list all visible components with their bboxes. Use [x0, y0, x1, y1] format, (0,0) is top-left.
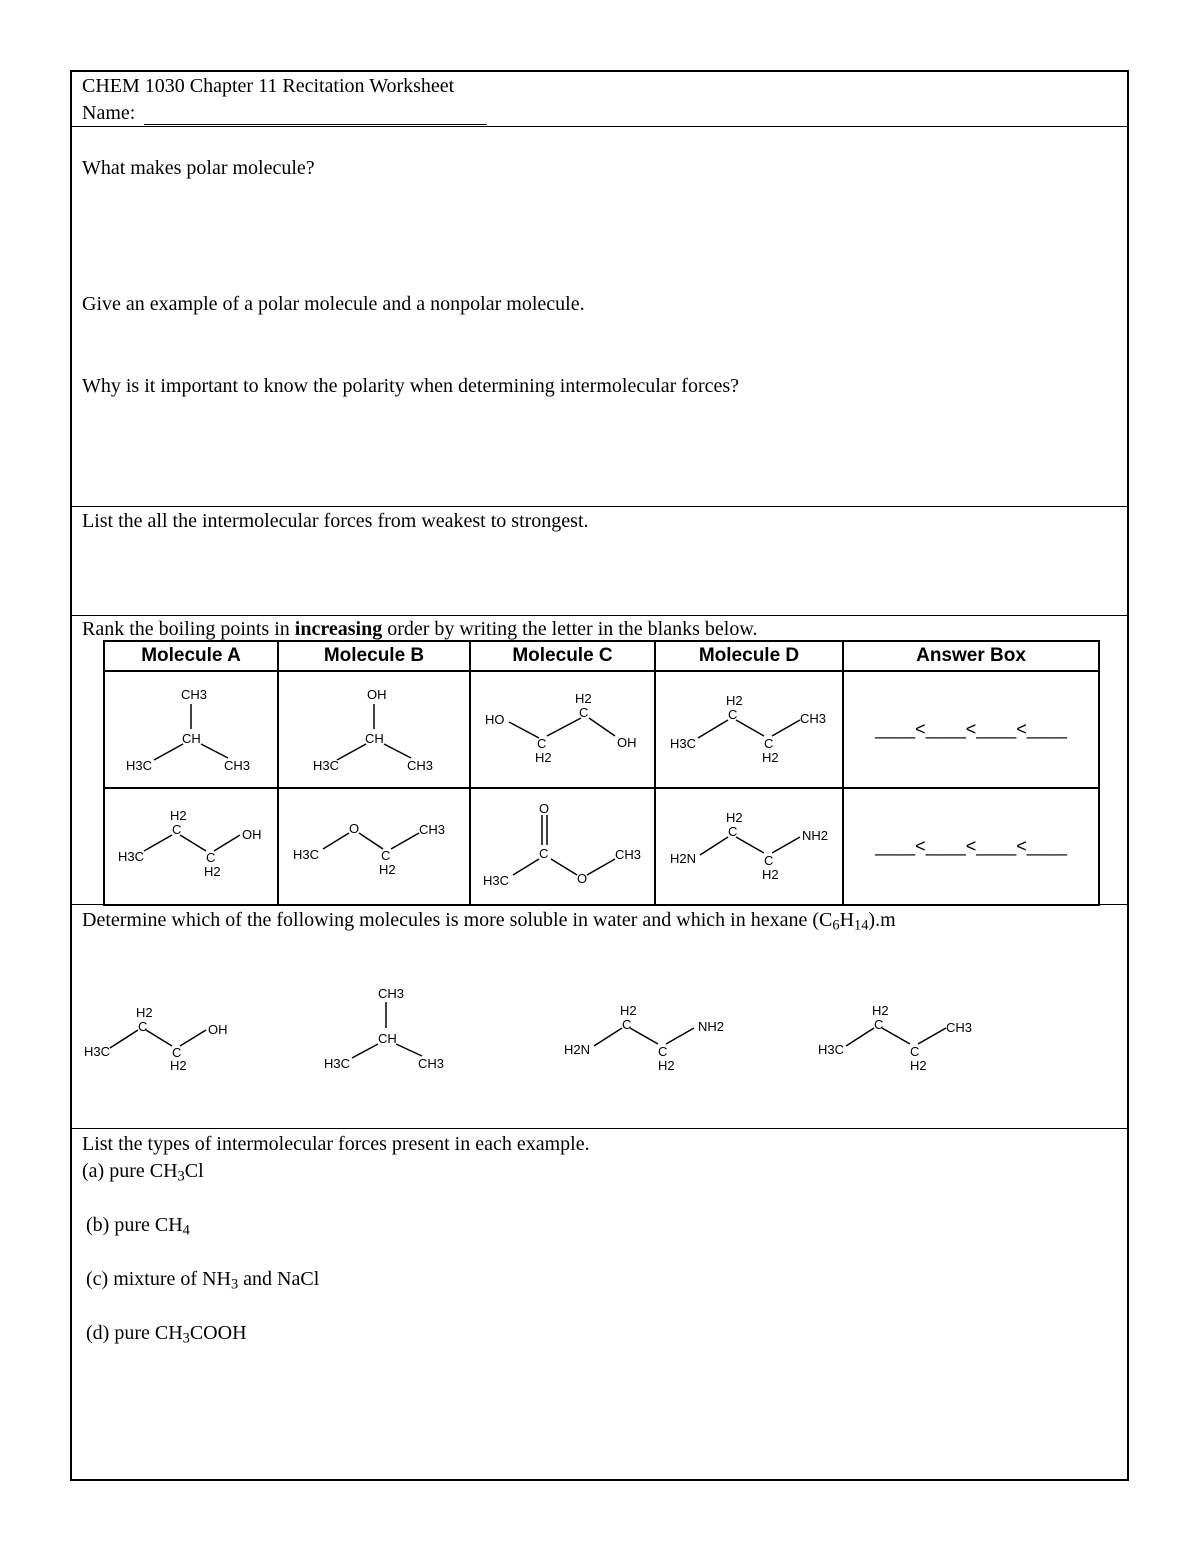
table-row: [104, 788, 1099, 905]
molecule-isopropanol: [278, 671, 470, 788]
isobutane-structure: [106, 672, 276, 782]
divider: [70, 1128, 1129, 1129]
atom-label: H3C: [118, 849, 145, 864]
atom-label: C: [764, 736, 774, 751]
divider: [70, 615, 1129, 616]
atom-label: H2: [170, 1058, 187, 1073]
atom-label: H3C: [818, 1042, 845, 1057]
question-polarity-importance: Why is it important to know the polarity when determining intermolecular forces?: [82, 375, 740, 397]
atom-label: H2: [726, 810, 743, 825]
question-solubility: [82, 908, 896, 932]
atom-label: H2: [575, 691, 592, 706]
header-molecule-c: Molecule C: [470, 641, 655, 671]
molecule-propanol: [104, 788, 278, 905]
example-c: [86, 1267, 319, 1291]
header-molecule-b: Molecule B: [278, 641, 470, 671]
subscript: 3: [182, 1330, 190, 1347]
atom-label: H3C: [313, 758, 340, 773]
question-text: Determine which of the following molecules is more soluble in water and which in hexane (C: [82, 909, 833, 931]
butane-structure: [656, 672, 842, 782]
example-text: COOH: [189, 1322, 247, 1344]
example-text: (c) mixture of NH: [86, 1268, 231, 1290]
atom-label: H3C: [670, 736, 697, 751]
name-field[interactable]: [144, 124, 487, 125]
subscript: 14: [854, 917, 869, 934]
atom-label: C: [874, 1017, 884, 1032]
subscript: 3: [177, 1168, 185, 1185]
atom-label: H2N: [670, 851, 697, 866]
atom-label: H3C: [324, 1056, 351, 1071]
solubility-structures: [72, 970, 1122, 1080]
atom-label: C: [537, 736, 547, 751]
atom-label: C: [764, 853, 774, 868]
atom-label: CH3: [378, 986, 405, 1001]
question-imf-examples: List the types of intermolecular forces present in each example.: [82, 1133, 590, 1155]
atom-label: OH: [208, 1022, 228, 1037]
atom-label: C: [579, 705, 589, 720]
atom-label: C: [658, 1044, 668, 1059]
atom-label: H2: [762, 750, 779, 765]
atom-label: NH2: [802, 828, 829, 843]
atom-label: CH: [182, 731, 201, 746]
atom-label: NH2: [698, 1019, 725, 1034]
atom-label: H3C: [293, 847, 320, 862]
question-text: ).m: [868, 909, 896, 931]
atom-label: H2: [535, 750, 552, 765]
atom-label: H3C: [126, 758, 153, 773]
subscript: 6: [832, 917, 840, 934]
divider: [70, 126, 1129, 127]
atom-label: CH3: [181, 687, 208, 702]
ethylene-glycol-structure: [471, 672, 654, 782]
worksheet-title: CHEM 1030 Chapter 11 Recitation Worksheet: [82, 75, 455, 97]
ethylenediamine-structure: [656, 789, 842, 899]
table-header-row: [104, 641, 1099, 671]
atom-label: C: [622, 1017, 632, 1032]
example-text: (d) pure CH: [86, 1322, 183, 1344]
molecule-butane: [655, 671, 843, 788]
methoxyethane-structure: [279, 789, 469, 899]
molecule-ethylenediamine: [655, 788, 843, 905]
atom-label: C: [539, 846, 549, 861]
atom-label: OH: [617, 735, 637, 750]
example-text: and NaCl: [238, 1268, 320, 1290]
atom-label: O: [349, 821, 360, 836]
atom-label: H2: [658, 1058, 675, 1073]
atom-label: C: [138, 1019, 148, 1034]
atom-label: H2: [379, 862, 396, 877]
isopropanol-structure: [279, 672, 469, 782]
prompt-text: order by writing the letter in the blanks below.: [382, 618, 758, 640]
atom-label: CH3: [800, 711, 827, 726]
prompt-text: Rank the boiling points in: [82, 618, 295, 640]
atom-label: H2: [910, 1058, 927, 1073]
atom-label: H2: [136, 1005, 153, 1020]
atom-label: C: [728, 707, 738, 722]
methyl-acetate-structure: [471, 789, 654, 899]
atom-label: H3C: [84, 1044, 111, 1059]
atom-label: C: [172, 1045, 182, 1060]
molecule-methyl-acetate: [470, 788, 655, 905]
answer-box-1[interactable]: ____<____<____<____: [843, 671, 1099, 788]
isobutane-structure: [324, 986, 444, 1071]
molecule-ethylene-glycol: [470, 671, 655, 788]
molecule-methoxyethane: [278, 788, 470, 905]
atom-label: H2: [170, 808, 187, 823]
example-a: [82, 1159, 204, 1183]
atom-label: C: [910, 1044, 920, 1059]
name-label: Name:: [82, 102, 136, 124]
question-boiling-rank: [82, 617, 757, 641]
atom-label: H2: [726, 693, 743, 708]
subscript: 4: [182, 1222, 190, 1239]
question-text: H: [839, 909, 855, 931]
atom-label: C: [172, 822, 182, 837]
atom-label: CH: [378, 1031, 397, 1046]
atom-label: O: [577, 871, 588, 886]
atom-label: C: [206, 850, 216, 865]
atom-label: HO: [485, 712, 505, 727]
atom-label: H2N: [564, 1042, 591, 1057]
question-imf-list: List the all the intermolecular forces from weakest to strongest.: [82, 510, 589, 532]
atom-label: C: [728, 824, 738, 839]
atom-label: O: [539, 801, 550, 816]
table-row: [104, 671, 1099, 788]
propanol-structure: [84, 1005, 228, 1073]
atom-label: CH3: [615, 847, 642, 862]
example-d: [86, 1321, 247, 1345]
answer-box-2[interactable]: ____<____<____<____: [843, 788, 1099, 905]
atom-label: CH: [365, 731, 384, 746]
atom-label: CH3: [224, 758, 251, 773]
ethylenediamine-structure: [564, 1003, 724, 1073]
question-polar-example: Give an example of a polar molecule and a nonpolar molecule.: [82, 293, 585, 315]
atom-label: CH3: [407, 758, 434, 773]
atom-label: H3C: [483, 873, 510, 888]
subscript: 3: [230, 1276, 239, 1293]
header-molecule-a: Molecule A: [104, 641, 278, 671]
atom-label: OH: [242, 827, 262, 842]
atom-label: H2: [872, 1003, 889, 1018]
atom-label: CH3: [418, 1056, 445, 1071]
atom-label: CH3: [946, 1020, 973, 1035]
example-b: [86, 1213, 190, 1237]
atom-label: H2: [204, 864, 221, 879]
atom-label: CH3: [419, 822, 446, 837]
propanol-structure: [106, 789, 276, 899]
example-text: (b) pure CH: [86, 1214, 183, 1236]
boiling-point-table: [103, 640, 1100, 906]
question-polar-molecule: What makes polar molecule?: [82, 157, 315, 179]
atom-label: H2: [620, 1003, 637, 1018]
atom-label: C: [381, 848, 391, 863]
header-answer-box: Answer Box: [843, 641, 1099, 671]
butane-structure: [818, 1003, 972, 1073]
divider: [70, 506, 1129, 507]
prompt-emphasis: increasing: [294, 618, 383, 640]
atom-label: H2: [762, 867, 779, 882]
example-text: (a) pure CH: [82, 1160, 178, 1182]
header-molecule-d: Molecule D: [655, 641, 843, 671]
atom-label: OH: [367, 687, 387, 702]
example-text: Cl: [184, 1160, 204, 1182]
divider: [70, 904, 1129, 905]
molecule-isobutane: [104, 671, 278, 788]
